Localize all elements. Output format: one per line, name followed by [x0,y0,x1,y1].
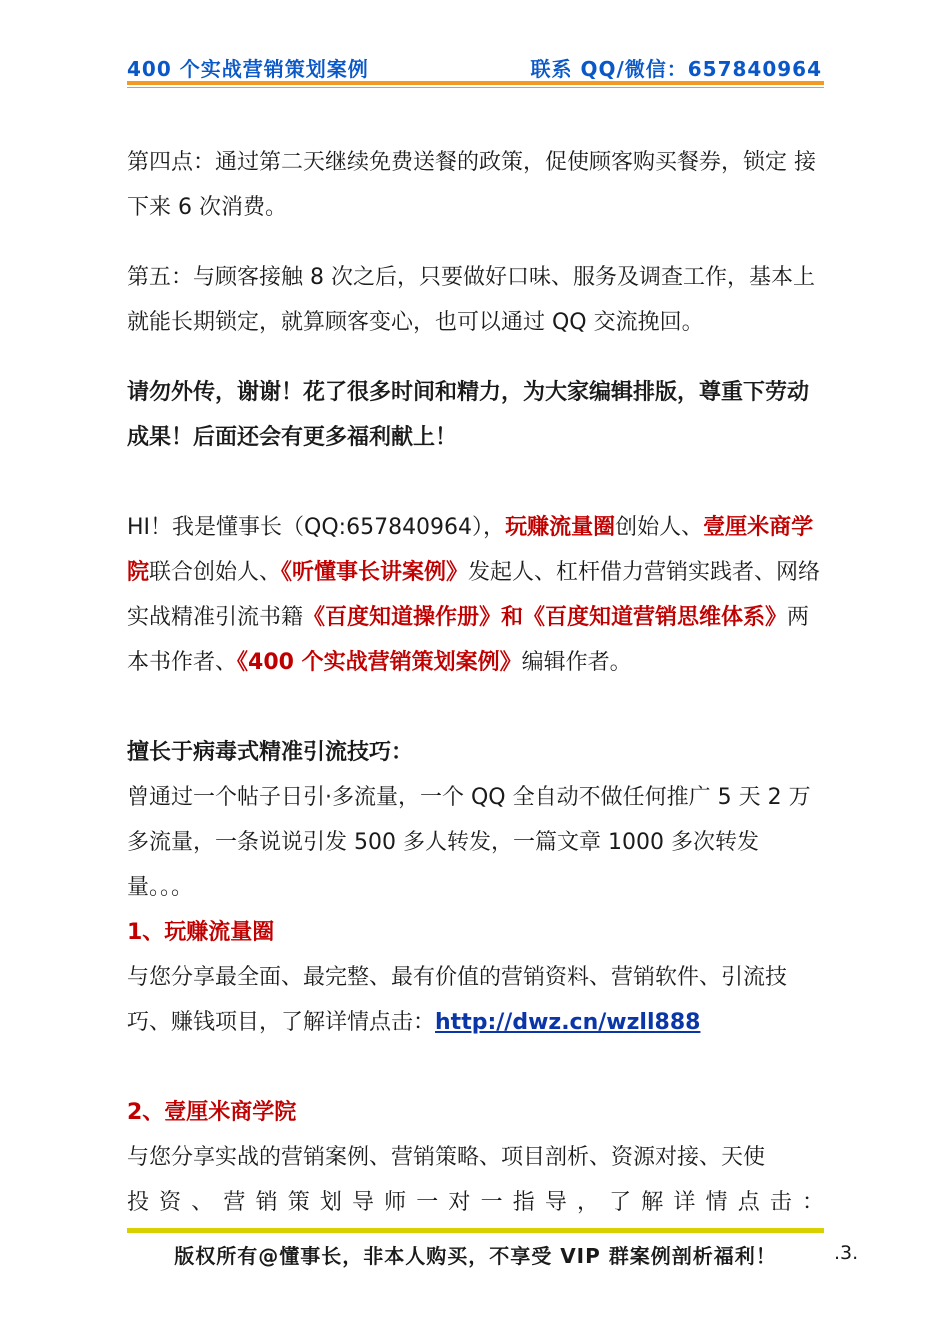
intro-highlight-4: 《百度知道操作册》和《百度知道营销思维体系》 [303,605,788,630]
skill-title: 擅长于病毒式精准引流技巧： [127,740,414,765]
header-title: 400 个实战营销策划案例 [127,57,369,81]
skill-text: 曾通过一个帖子日引·多流量，一个 QQ 全自动不做任何推广 5 天 2 万多流量，一条说说引发 500 多人转发，一篇文章 1000 多次转发量。。。 [127,785,811,900]
section-2-text-line-2: 投资、营销策划导师一对一指导，了解详情点击： [127,1190,824,1215]
intro-text-4: 发起人、杠杆借力营销实践者、网络实战精准引流书籍 [127,560,821,630]
intro-text-2: 创始人、 [615,515,704,540]
paragraph-point-four: 第四点：通过第二天继续免费送餐的政策，促使顾客购买餐券，锁定 接下来 6 次消费。 [127,150,816,220]
section-1-title: 1、玩赚流量圈 [127,920,275,945]
intro-text-3: 联合创始人、 [149,560,282,585]
author-intro [127,505,824,685]
paragraph-point-five: 第五：与顾客接触 8 次之后，只要做好口味、服务及调查工作，基本上就能长期锁定，就算顾客变心，也可以通过 QQ 交流挽回。 [127,265,815,335]
section-2-title: 2、壹厘米商学院 [127,1100,297,1125]
section-1-link[interactable]: http://dwz.cn/wzll888 [435,1010,701,1035]
header-contact: 联系 QQ/微信：657840964 [530,57,822,81]
intro-text-5: 两本书作者、 [127,605,810,675]
footer-copyright: 版权所有@懂事长，非本人购买，不享受 VIP 群案例剖析福利！ [174,1244,777,1268]
header-divider-thin [127,87,824,88]
document-body [127,140,824,1225]
section-1-description: 与您分享最全面、最完整、最有价值的营销资料、营销软件、引流技巧、赚钱项目，了解详情点击： [127,965,788,1035]
intro-highlight-1: 玩赚流量圈 [505,515,616,540]
copyright-notice: 请勿外传，谢谢！花了很多时间和精力，为大家编辑排版，尊重下劳动成果！后面还会有更多福利献上！ [127,380,810,450]
section-2-text-line-1: 与您分享实战的营销案例、营销策略、项目剖析、资源对接、天使 [127,1145,766,1170]
intro-highlight-5: 《400 个实战营销策划案例》 [237,650,522,675]
intro-highlight-3: 《听懂事长讲案例》 [281,560,469,585]
header-divider [127,81,824,85]
footer-divider [127,1228,824,1233]
section-1-text [127,955,824,1045]
intro-text-1: HI！我是懂事长（QQ:657840964）， [127,515,506,540]
intro-text-6: 编辑作者。 [521,650,632,675]
intro-highlight-2: 壹厘米商学院 [127,515,814,585]
page-number: .3. [834,1242,859,1264]
